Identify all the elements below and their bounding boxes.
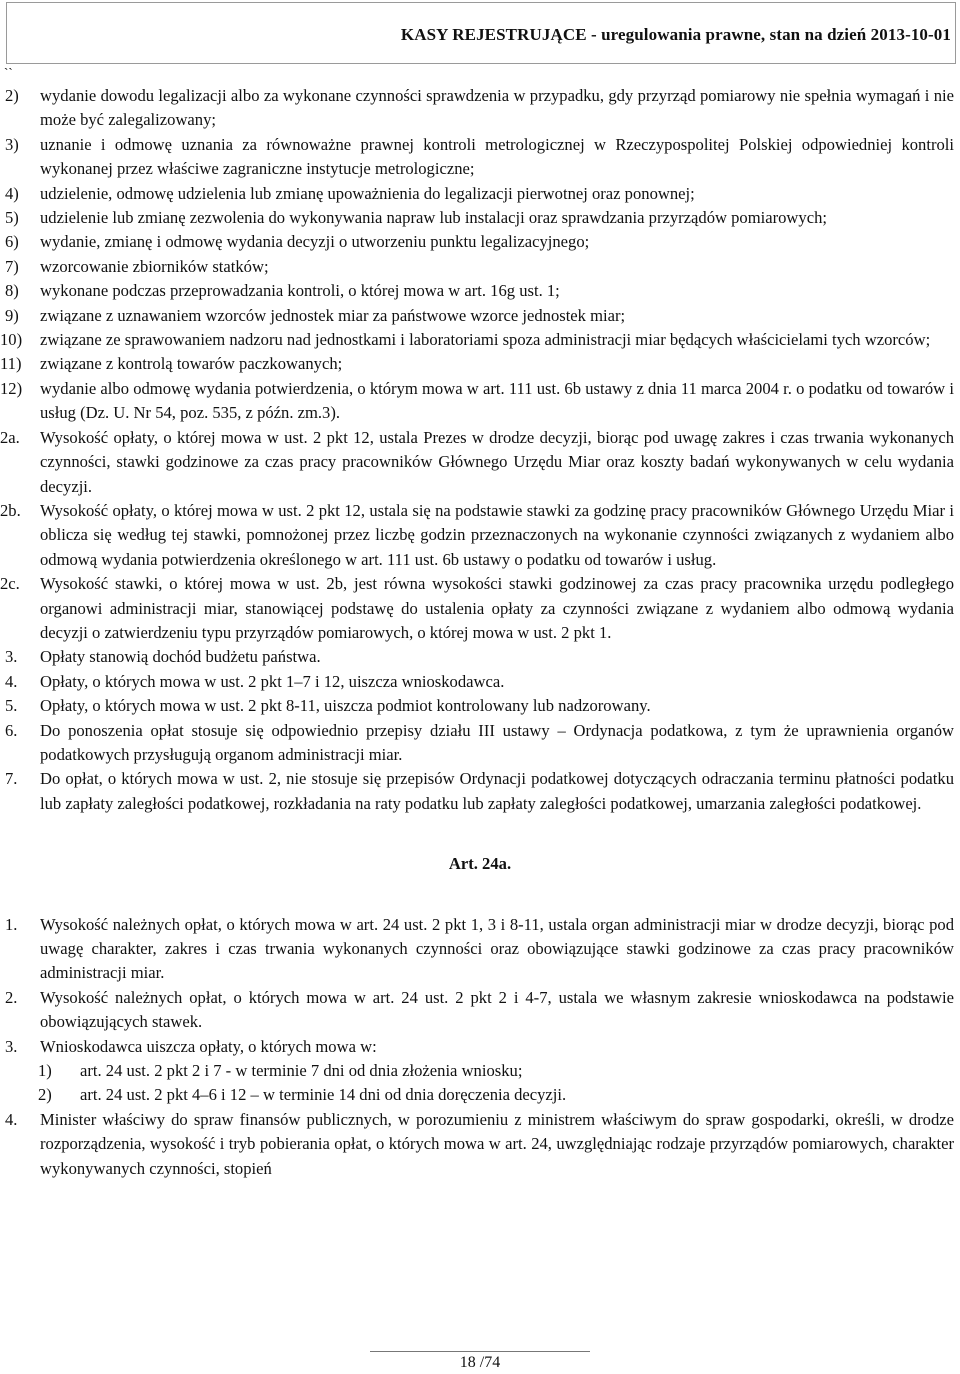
list-item (0, 182, 960, 206)
stray-mark: `` (4, 65, 13, 80)
item-number: 1) (38, 1061, 52, 1081)
item-number: 8) (5, 281, 19, 301)
item-text: art. 24 ust. 2 pkt 4–6 i 12 – w terminie 14 dni od dnia doręczenia decyzji. (80, 1085, 567, 1105)
item-text: Do opłat, o których mowa w ust. 2, nie stosuje się przepisów Ordynacji podatkowej dotyczących odraczania terminu płatności podatku lub zapłaty zaległości podatkowej, rozkładania na raty podatku lub zapłaty zaległości podatkowej, umarzania zaległości podatkowej. (40, 769, 954, 813)
item-number: 7) (5, 256, 19, 276)
list-item (0, 206, 960, 230)
footer-divider (370, 1351, 590, 1352)
item-text: wzorcowanie zbiorników statków; (40, 256, 269, 276)
item-text: Opłaty, o których mowa w ust. 2 pkt 1–7 i 12, uiszcza wnioskodawca. (40, 671, 505, 691)
list-item (0, 255, 960, 279)
item-number: 6. (5, 720, 18, 740)
item-text: Wysokość opłaty, o której mowa w ust. 2 pkt 12, ustala się na podstawie stawki za godzinę pracy pracowników Głównego Urzędu Miar i oblicza się według tej stawki, pomnożonej przez liczbę godzin przeznaczonych na wykonanie czynności związanych z wydaniem albo odmową wydania potwierdzenia określonego w art. 111 ust. 6b ustawy o podatku od towarów i usług. (40, 500, 954, 569)
item-text: Do ponoszenia opłat stosuje się odpowiednio przepisy działu III ustawy – Ordynacja podatkowa, z tym że uprawnienia organów podatkowych przysługują organom administracji miar. (40, 720, 954, 764)
item-number: 2. (5, 987, 18, 1007)
item-text: Wysokość należnych opłat, o których mowa w art. 24 ust. 2 pkt 1, 3 i 8-11, ustala organ administracji miar w drodze decyzji, biorąc pod uwagę charakter, zakres i czas trwania wykonanych czynności oraz obowiązujące stawki godzinowe za czas pracy pracowników administracji miar. (40, 914, 954, 983)
item-number: 5. (5, 696, 18, 716)
list-item (0, 1035, 960, 1059)
list-item (0, 572, 960, 645)
item-number: 11) (0, 354, 22, 374)
page-number: 18 /74 (459, 1354, 501, 1371)
list-item (0, 1059, 960, 1083)
item-text: udzielenie, odmowę udzielenia lub zmianę upoważnienia do legalizacji pierwotnej oraz ponownej; (40, 183, 695, 203)
item-number: 4. (5, 671, 18, 691)
item-text: uznanie i odmowę uznania za równoważne prawnej kontroli metrologicznej w Rzeczypospolitej Polskiej odpowiedniej kontroli wykonanej przez właściwe zagraniczne instytucje metrologiczne; (40, 134, 954, 179)
item-number: 10) (0, 330, 23, 350)
list-item (0, 377, 960, 426)
list-item (0, 1083, 960, 1107)
item-number: 4. (5, 1109, 18, 1129)
list-item (0, 913, 960, 986)
item-number: 3) (5, 134, 19, 154)
list-item (0, 719, 960, 768)
list-item (0, 84, 960, 133)
item-text: Opłaty, o których mowa w ust. 2 pkt 8-11, uiszcza podmiot kontrolowany lub nadzorowany. (40, 696, 651, 716)
item-text: wydanie, zmianę i odmowę wydania decyzji o utworzeniu punktu legalizacyjnego; (40, 232, 590, 252)
item-number: 2c. (0, 574, 20, 594)
item-text: Wysokość należnych opłat, o których mowa w art. 24 ust. 2 pkt 2 i 4-7, ustala we własnym zakresie wnioskodawca na podstawie obowiązujących stawek. (40, 987, 954, 1032)
list-item (0, 328, 960, 352)
item-text: związane z uznawaniem wzorców jednostek miar za państwowe wzorce jednostek miar; (40, 305, 626, 325)
item-text: Wysokość stawki, o której mowa w ust. 2b, jest równa wysokości stawki godzinowej za czas pracy pracownika urzędu podległego organowi administracji miar, stanowiącej podstawę do ustalenia opłaty za czynności związane z wydaniem albo odmową wydania decyzji o zatwierdzeniu typu przyrządów pomiarowych, o której mowa w ust. 2 pkt 1. (40, 574, 954, 642)
item-text: wykonane podczas przeprowadzania kontroli, o której mowa w art. 16g ust. 1; (40, 281, 560, 301)
list-item (0, 1108, 960, 1181)
item-number: 1. (5, 914, 18, 934)
header-title: KASY REJESTRUJĄCE - uregulowania prawne, stan na dzień 2013-10-01 (400, 25, 951, 44)
item-text: art. 24 ust. 2 pkt 2 i 7 - w terminie 7 dni od dnia złożenia wniosku; (80, 1061, 523, 1081)
list-c-sub (0, 1059, 960, 1108)
list-item (0, 230, 960, 254)
list-item (0, 133, 960, 182)
item-number: 4) (5, 183, 19, 203)
item-number: 2a. (0, 427, 20, 447)
item-number: 2) (5, 86, 19, 105)
item-text: związane ze sprawowaniem nadzoru nad jednostkami i laboratoriami spoza administracji miar będących właścicielami tych wzorców; (40, 330, 931, 350)
item-number: 7. (5, 769, 18, 789)
item-number: 3. (5, 1036, 18, 1056)
list-item (0, 279, 960, 303)
page-header (6, 2, 956, 64)
list-item (0, 767, 960, 816)
item-text: Wysokość opłaty, o której mowa w ust. 2 pkt 12, ustala Prezes w drodze decyzji, biorąc pod uwagę zakres i czas trwania wykonanych czynności, stawki godzinowe za czas pracy pracowników Głównego Urzędu Miar oraz koszty badań wykonywanych w celu wydania decyzji. (40, 427, 954, 496)
item-text: wydanie dowodu legalizacji albo za wykonane czynności sprawdzenia w przypadku, gdy przyrząd pomiarowy nie spełnia wymagań i nie może być zalegalizowany; (40, 86, 954, 130)
item-number: 12) (0, 378, 23, 398)
item-number: 2) (38, 1085, 52, 1105)
item-number: 6) (5, 232, 19, 252)
list-item (0, 670, 960, 694)
list-b (0, 426, 960, 817)
list-item (0, 426, 960, 499)
item-text: Opłaty stanowią dochód budżetu państwa. (40, 647, 321, 667)
item-text: udzielenie lub zmianę zezwolenia do wykonywania napraw lub instalacji oraz sprawdzania przyrządów pomiarowych; (40, 208, 827, 228)
item-number: 3. (5, 647, 18, 667)
document-body (0, 84, 960, 1181)
list-item (0, 986, 960, 1035)
list-a (0, 84, 960, 426)
list-item (0, 645, 960, 669)
item-number: 5) (5, 208, 19, 228)
article-heading: Art. 24a. (448, 854, 512, 874)
item-number: 9) (5, 305, 19, 325)
item-text: Wnioskodawca uiszcza opłaty, o których mowa w: (40, 1036, 377, 1056)
list-item (0, 694, 960, 718)
item-text: związane z kontrolą towarów paczkowanych; (40, 354, 343, 374)
list-item (0, 304, 960, 328)
item-text: Minister właściwy do spraw finansów publicznych, w porozumieniu z ministrem właściwym do spraw gospodarki, określi, w drodze rozporządzenia, wysokość i tryb pobierania opłat, o których mowa w art. 24, uwzględniając rodzaje przyrządów pomiarowych, charakter wykonywanych czynności, stopień (40, 1109, 954, 1178)
list-c (0, 913, 960, 1059)
item-text: wydanie albo odmowę wydania potwierdzenia, o którym mowa w art. 111 ust. 6b ustawy z dnia 11 marca 2004 r. o podatku od towarów i usług (Dz. U. Nr 54, poz. 535, z późn. zm.3). (40, 378, 954, 423)
list-item (0, 352, 960, 376)
list-item (0, 499, 960, 572)
item-number: 2b. (0, 500, 21, 520)
